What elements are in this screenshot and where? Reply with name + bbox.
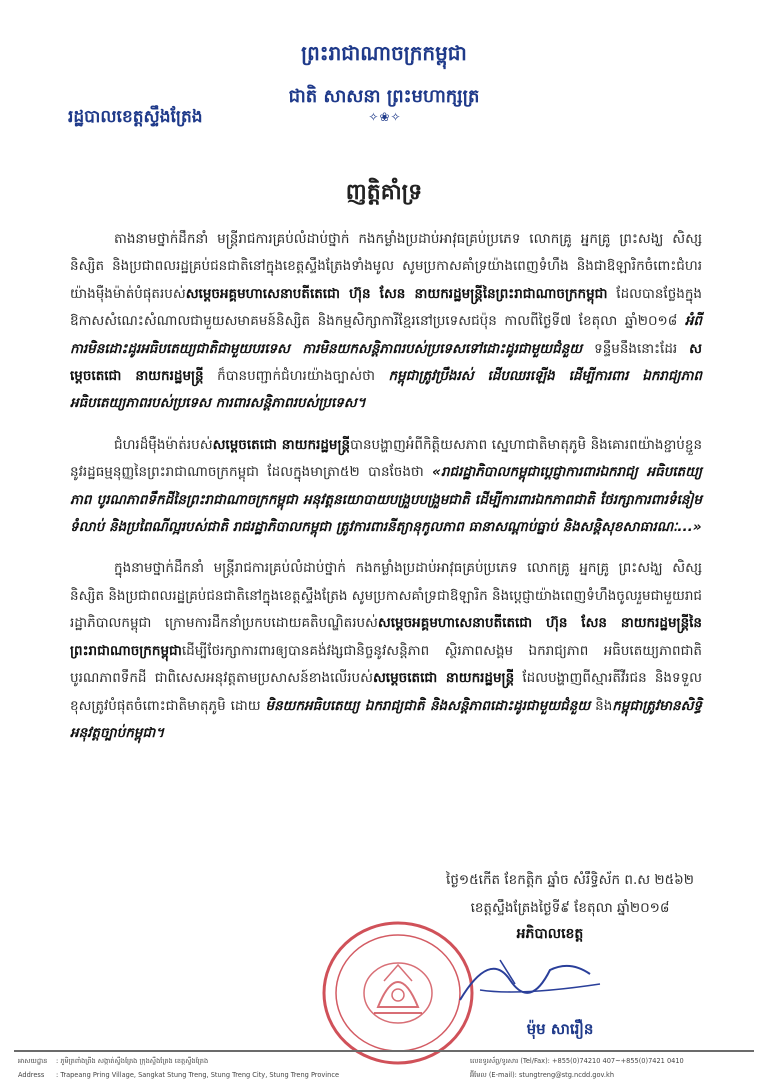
text-run: ដែលបង្ហាញពីស្មារតីវីរជន និងទទួលខុសត្រូវបំផុតចំពោះជាតិមាតុភូមិ ដោយ <box>70 670 702 714</box>
text-run: ក្នុងនាមថ្នាក់ដឹកនាំ មន្ត្រីរាជការគ្រប់លំដាប់ថ្នាក់ កងកម្លាំងប្រដាប់អាវុធគ្រប់ប្រភេទ លោកគ្រូ អ្នកគ្រូ ព្រះសង្ឃ សិស្ស និស្សិត និងប្រជាពលរដ្ឋគ្រប់ជនជាតិនៅក្នុងខេត្តស្ទឹងត្រែង សូមប្រកាសគាំទ្រជាឱឡារិក និងប្តេជ្ញាយ៉ាងពេញទំហឹងចូលរួមជាមួយរាជរដ្ឋាភិបាលកម្ពុជា ក្រោមការដឹកនាំប្រកបដោយគតិបណ្ឌិតរបស់ <box>70 560 702 632</box>
bold-run: សម្តេចតេជោ នាយករដ្ឋមន្ត្រី <box>372 670 515 687</box>
bold-italic-run: មិនយកអធិបតេយ្យ ឯករាជ្យជាតិ និងសន្តិភាពដោះដូរជាមួយជំនួយ <box>265 697 591 714</box>
bold-italic-run: កម្ពុជាត្រូវប្រឹងរស់ ដើបឈរឡើង ដើម្បីការពារ ឯករាជ្យភាព អធិបតេយ្យភាពរបស់ប្រទេស ការពារសន្តិភាពរបស់ប្រទេស។ <box>70 368 703 412</box>
text-run: បានបង្ហាញអំពីកិត្តិយសភាព ស្នេហាជាតិមាតុភូមិ និងគោរពយ៉ាងខ្ជាប់ខ្ជួននូវរដ្ឋធម្មនុញ្ញនៃព្រះរាជាណាចក្រកម្ពុជា ដែលក្នុងមាត្រា៥២ បានចែងថា <box>70 436 703 481</box>
bold-run: សម្តេចតេជោ នាយករដ្ឋមន្ត្រី <box>212 436 351 453</box>
ornament-divider: ✧❀✧ <box>368 110 402 124</box>
address-en: : Trapeang Pring Village, Sangkat Stung Treng, Stung Treng City, Stung Treng Province <box>56 1071 340 1079</box>
footer-divider <box>14 1050 754 1052</box>
text-run: ដែលបានថ្លែងក្នុងឱកាសសំណេះសំណាលជាមួយសមាគមន៍និស្សិត និងកម្មសិក្សាការីខ្មែរនៅប្រទេសជប៉ុន កាលពីថ្ងៃទី៧ ខែតុលា ឆ្នាំ២០១៨ <box>70 285 702 330</box>
issuing-authority: រដ្ឋបាលខេត្តស្ទឹងត្រែង <box>68 107 203 127</box>
phone-label: លេខទូរស័ព្ទ/ទូរសារ (Tel/Fax): <box>470 1057 550 1065</box>
text-run: ដើម្បីថែរក្សាការពារឲ្យបានគង់វង្សជានិច្ចនូវសន្តិភាព ស្ថិរភាពសង្គម ឯករាជ្យភាព អធិបតេយ្យភាពជាតិ បូរណភាពទឹកដី ជាពិសេសអនុវត្តតាមប្រសាសន៍ខាងលើរបស់ <box>70 642 702 687</box>
bold-run: សម្តេចអគ្គមហាសេនាបតីតេជោ ហ៊ុន សែន នាយករដ្ឋមន្ត្រីនៃព្រះរាជាណាចក្រកម្ពុជា <box>70 615 702 659</box>
text-run: តាងនាមថ្នាក់ដឹកនាំ មន្ត្រីរាជការគ្រប់លំដាប់ថ្នាក់ កងកម្លាំងប្រដាប់អាវុធគ្រប់ប្រភេទ លោកគ្រូ អ្នកគ្រូ ព្រះសង្ឃ សិស្ស និស្សិត និងប្រជាពលរដ្ឋគ្រប់ជនជាតិនៅក្នុងខេត្តស្ទឹងត្រែងទាំងមូល សូមប្រកាសគាំទ្រយ៉ាងពេញទំហឹង និងជាឱឡារិកចំពោះជំហរយ៉ាងម៉ឺងម៉ាត់បំផុតរបស់ <box>70 231 702 302</box>
email-label: អ៊ីមែល (E-mail): <box>470 1071 517 1079</box>
governor-title: អភិបាលខេត្ត <box>516 926 584 942</box>
document-title: ញត្តិគាំទ្រ <box>345 180 423 205</box>
text-run: ជំហរដ៏ម៉ឺងម៉ាត់របស់ <box>114 436 213 453</box>
paragraph-2 <box>70 432 702 542</box>
bold-run: សម្តេចតេជោ នាយករដ្ឋមន្ត្រី <box>70 340 703 385</box>
address-label-en: Address <box>18 1071 45 1079</box>
national-motto: ជាតិ សាសនា ព្រះមហាក្សត្រ <box>288 86 480 107</box>
document-body <box>70 226 702 761</box>
bold-run: សម្តេចអគ្គមហាសេនាបតីតេជោ ហ៊ុន សែន នាយករដ្ឋមន្ត្រីនៃព្រះរាជាណាចក្រកម្ពុជា <box>185 285 608 302</box>
kingdom-heading <box>0 40 768 111</box>
phone-number: +855(0)74210 407~+855(0)7421 0410 <box>551 1057 684 1065</box>
bold-italic-run: កម្ពុជាត្រូវមានសិទ្ធិអនុវត្តច្បាប់កម្ពុជា។ <box>70 697 702 741</box>
governor-name: ម៉ុម សារឿន <box>526 1020 594 1038</box>
solar-date: ខេត្តស្ទឹងត្រែងថ្ងៃទី៩ ខែតុលា ឆ្នាំ២០១៨ <box>470 900 670 916</box>
paragraph-1 <box>70 226 702 418</box>
address-km: : ភូមិត្រពាំងព្រីង សង្កាត់ស្ទឹងត្រែង ក្រុងស្ទឹងត្រែង ខេត្តស្ទឹងត្រែង <box>56 1057 209 1065</box>
footer-address <box>18 1054 339 1082</box>
text-run: និង <box>590 697 613 714</box>
bold-italic-run: «រាជរដ្ឋាភិបាលកម្ពុជាប្តេជ្ញាការពារឯករាជ្យ អធិបតេយ្យភាព បូរណភាពទឹកដីនៃព្រះរាជាណាចក្រកម្ពុជា អនុវត្តនយោបាយបង្រួបបង្រួមជាតិ ដើម្បីការពារឯកភាពជាតិ ថែរក្សាការពារទំនៀមទំលាប់ និងប្រពៃណីល្អរបស់ជាតិ រាជរដ្ឋាភិបាលកម្ពុជា ត្រូវការពារនីត្យានុកូលភាព ធានាសណ្តាប់ធ្នាប់ និងសន្តិសុខសាធារណៈ...» <box>70 464 702 536</box>
text-run: ទន្ទឹមនឹងនោះដែរ <box>582 340 690 357</box>
governor-signature <box>440 940 620 1020</box>
bold-italic-run: អំពីការមិនដោះដូរអធិបតេយ្យជាតិជាមួយបរទេស ការមិនយកសន្តិភាពរបស់ប្រទេសទៅដោះដូរជាមួយជំនួយ <box>70 313 702 357</box>
lunar-date: ថ្ងៃ១៥កើត ខែកត្តិក ឆ្នាំច សំរឹទ្ធិស័ក ព.ស ២៥៦២ <box>446 872 694 888</box>
email-address: stungtreng@stg.ncdd.gov.kh <box>519 1071 615 1079</box>
footer-contact <box>470 1054 684 1082</box>
date-block <box>430 866 710 922</box>
address-label-km: អាសយដ្ឋាន <box>18 1057 48 1065</box>
paragraph-3 <box>70 555 702 747</box>
text-run: ក៏បានបញ្ជាក់ជំហរយ៉ាងច្បាស់ថា <box>203 368 389 385</box>
kingdom-name: ព្រះរាជាណាចក្រកម្ពុជា <box>301 41 467 65</box>
